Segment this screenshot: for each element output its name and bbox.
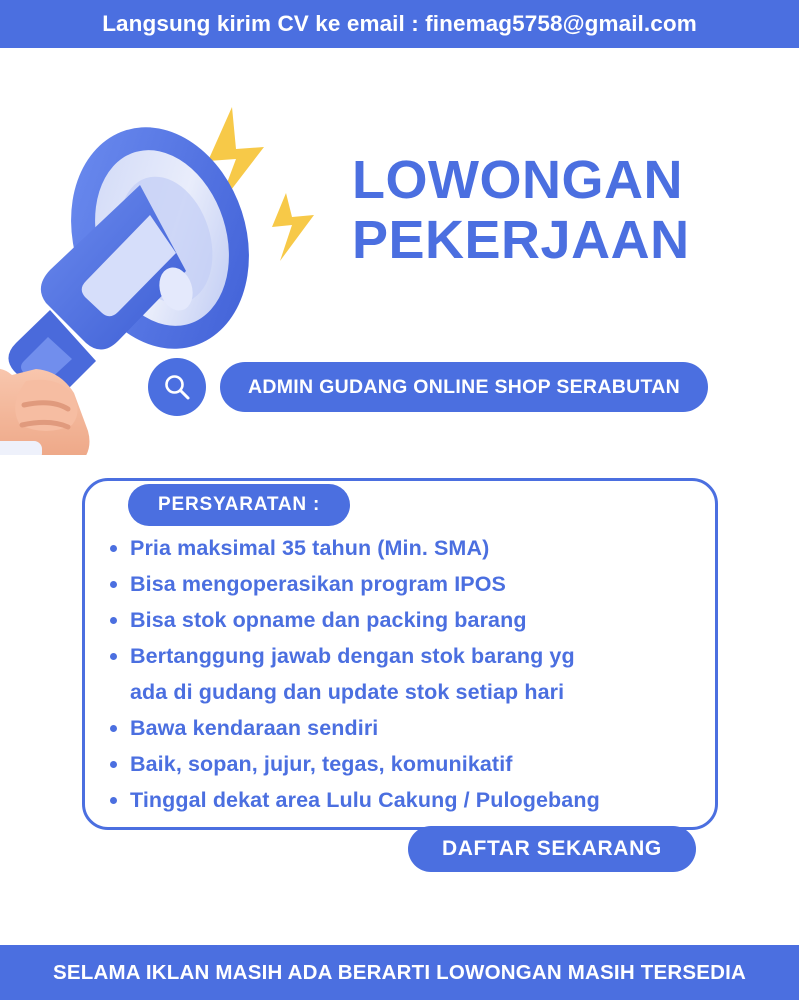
top-banner bbox=[0, 0, 799, 48]
requirement-text-continued: ada di gudang dan update stok setiap hari bbox=[130, 680, 565, 704]
bottom-banner bbox=[0, 945, 799, 1000]
list-item bbox=[104, 638, 704, 710]
requirement-text: Pria maksimal 35 tahun (Min. SMA) bbox=[130, 536, 490, 560]
position-pill bbox=[220, 362, 708, 412]
list-item bbox=[104, 782, 704, 818]
headline-line-1: LOWONGAN bbox=[352, 150, 683, 210]
bottom-banner-text: SELAMA IKLAN MASIH ADA BERARTI LOWONGAN MASIH TERSEDIA bbox=[53, 960, 746, 984]
headline bbox=[352, 150, 772, 270]
register-now-label: DAFTAR SEKARANG bbox=[442, 837, 662, 860]
requirement-text: Baik, sopan, jujur, tegas, komunikatif bbox=[130, 752, 513, 776]
list-item bbox=[104, 530, 704, 566]
top-banner-text: Langsung kirim CV ke email : finemag5758@gmail.com bbox=[102, 11, 697, 36]
requirements-title-pill bbox=[128, 484, 350, 526]
requirement-text: Bertanggung jawab dengan stok barang yg bbox=[130, 644, 575, 668]
list-item bbox=[104, 710, 704, 746]
requirements-list bbox=[104, 530, 704, 818]
position-row bbox=[148, 358, 708, 416]
list-item bbox=[104, 746, 704, 782]
search-icon bbox=[148, 358, 206, 416]
requirement-text: Bisa mengoperasikan program IPOS bbox=[130, 572, 506, 596]
position-label: ADMIN GUDANG ONLINE SHOP SERABUTAN bbox=[248, 375, 680, 398]
requirement-text: Tinggal dekat area Lulu Cakung / Pulogebang bbox=[130, 788, 600, 812]
requirement-text: Bawa kendaraan sendiri bbox=[130, 716, 379, 740]
requirements-title: PERSYARATAN : bbox=[158, 494, 321, 515]
list-item bbox=[104, 602, 704, 638]
headline-line-2: PEKERJAAN bbox=[352, 210, 690, 270]
list-item bbox=[104, 566, 704, 602]
hand-illustration bbox=[0, 369, 90, 455]
register-now-button[interactable] bbox=[408, 826, 696, 872]
requirement-text: Bisa stok opname dan packing barang bbox=[130, 608, 527, 632]
